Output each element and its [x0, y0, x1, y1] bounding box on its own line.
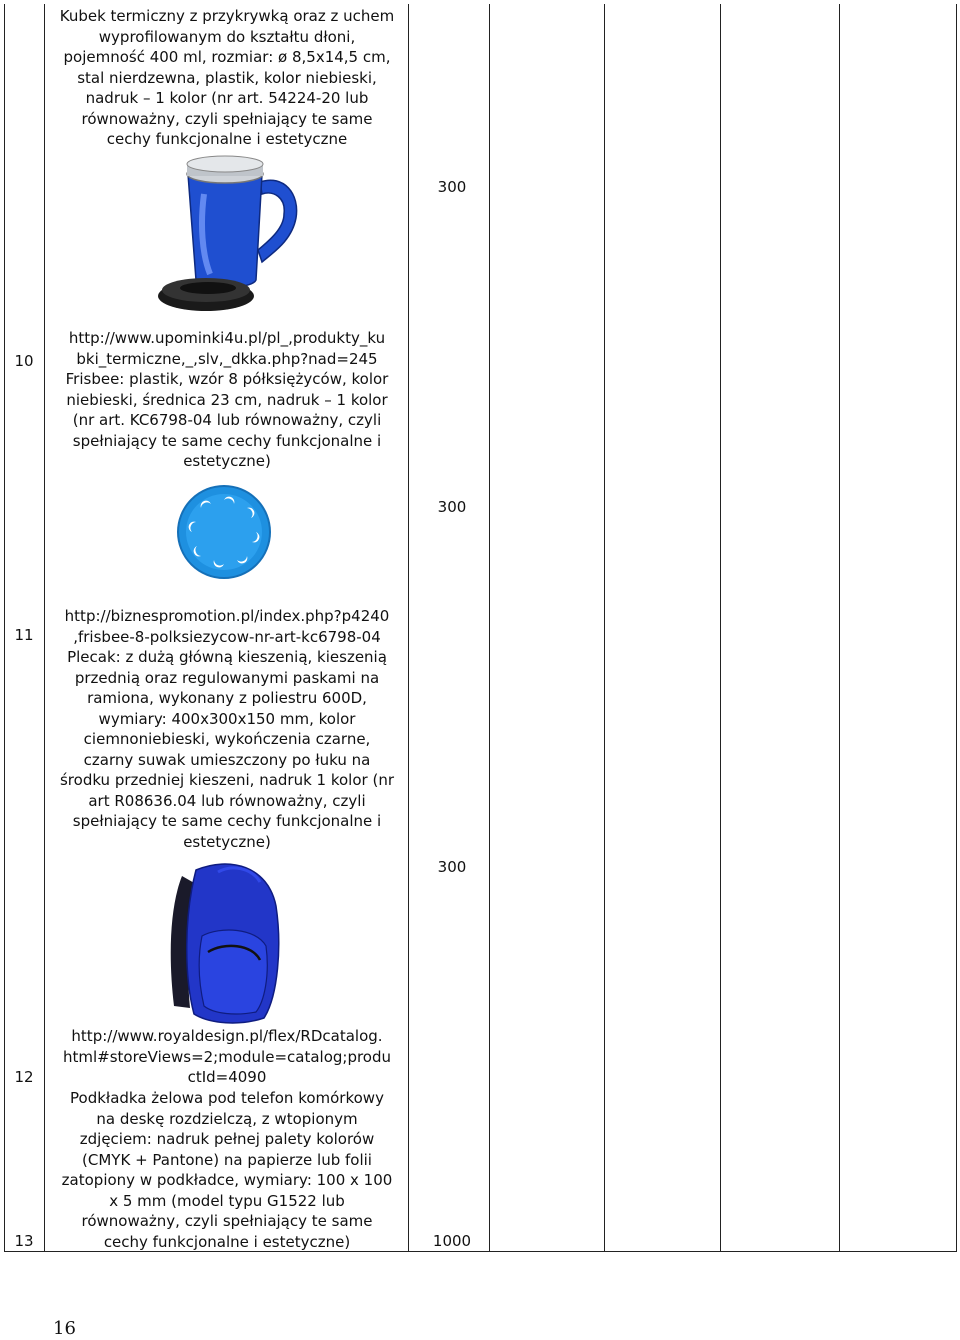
- table-col-divider: [720, 4, 721, 1252]
- row-link[interactable]: http://www.upominki4u.pl/pl_,produkty_ku bki_termiczne,_,slv,_dkka.php?nad=245: [68, 329, 386, 368]
- page-number: 16: [53, 1318, 76, 1339]
- row-quantity: 300: [437, 858, 467, 876]
- row-quantity: 300: [437, 178, 467, 196]
- row-quantity: 300: [437, 498, 467, 516]
- row-number: 13: [14, 1232, 34, 1250]
- backpack-image: [160, 856, 290, 1026]
- row-number: 10: [14, 352, 34, 370]
- row-quantity: 1000: [432, 1232, 472, 1250]
- row-link[interactable]: http://biznespromotion.pl/index.php?p4240 ,frisbee-8-polksiezycow-nr-art-kc6798-04: [64, 607, 390, 646]
- table-col-divider: [408, 4, 409, 1252]
- row-description: Podkładka żelowa pod telefon komórkowy na deskę rozdzielczą, z wtopionym zdjęciem: nadruk pełnej palety kolorów (CMYK + Pantone) na papierze lub folii zatopiony w podkładce, wymiary: 100 x 100 x 5 mm (model typu G1522 lub równoważny, czyli spełniający te same cechy funkcjonalne i estetyczne): [61, 1089, 393, 1251]
- table-border-right: [956, 4, 957, 1252]
- frisbee-image: [174, 482, 274, 582]
- row-number: 12: [14, 1068, 34, 1086]
- table-col-divider: [604, 4, 605, 1252]
- table-col-divider: [44, 4, 45, 1252]
- row-description: Kubek termiczny z przykrywką oraz z uchem wyprofilowanym do kształtu dłoni, pojemność 400 ml, rozmiar: ø 8,5x14,5 cm, stal nierdzewna, plastik, kolor niebieski, nadruk – 1 kolor (nr art. 54224-20 lub równoważny, czyli spełniający te same cechy funkcjonalne i estetyczne: [59, 7, 395, 148]
- row-link[interactable]: http://www.royaldesign.pl/flex/RDcatalog. html#storeViews=2;module=catalog;produ ctId=4090: [62, 1027, 392, 1086]
- row-description: Frisbee: plastik, wzór 8 półksiężyców, kolor niebieski, średnica 23 cm, nadruk – 1 kolor (nr art. KC6798-04 lub równoważny, czyli spełniający te same cechy funkcjonalne i estetyczne): [65, 370, 389, 470]
- thermal-mug-image: [152, 154, 312, 324]
- row-number: 11: [14, 626, 34, 644]
- row-description: Plecak: z dużą główną kieszenią, kieszenią przednią oraz regulowanymi paskami na ramiona, wykonany z poliestru 600D, wymiary: 400x300x150 mm, kolor ciemnoniebieski, wykończenia czarne, czarny suwak umieszczony po łuku na środku przedniej kieszeni, nadruk 1 kolor (nr art R08636.04 lub równoważny, czyli spełniający te same cechy funkcjonalne i estetyczne): [59, 648, 394, 851]
- table-col-divider: [839, 4, 840, 1252]
- product-table: [4, 4, 957, 1252]
